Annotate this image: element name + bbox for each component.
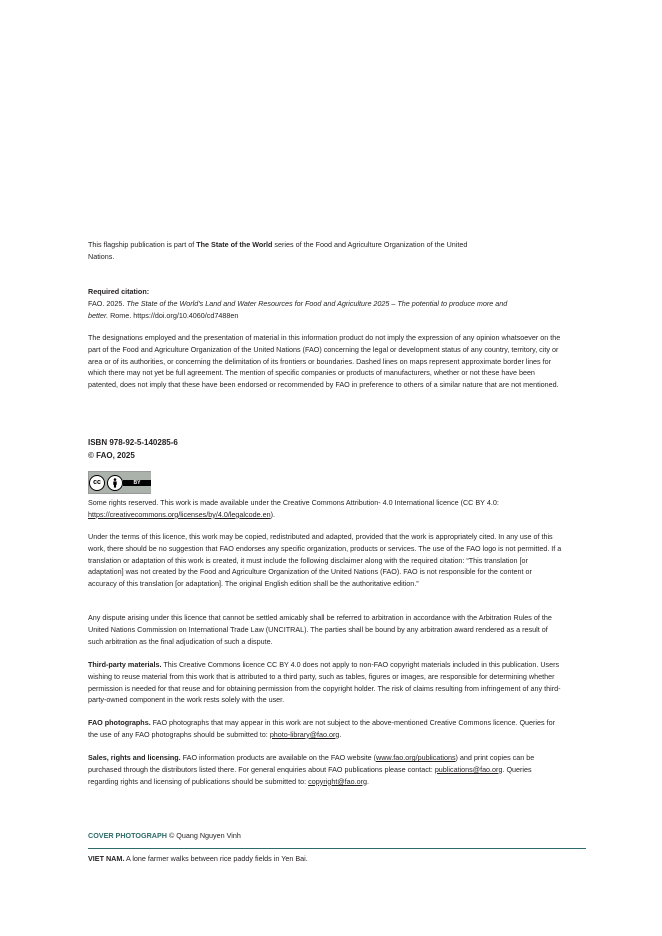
licence-terms <box>88 531 562 590</box>
person-icon <box>111 478 119 488</box>
divider <box>88 848 586 849</box>
cover-photo-credit <box>88 831 241 841</box>
third-party-label: Third-party materials. <box>88 660 162 669</box>
photo-library-email-link[interactable]: photo-library@fao.org <box>269 729 340 739</box>
by-label: BY <box>123 480 151 486</box>
cc-badge-right <box>123 472 151 493</box>
sales-end: . <box>367 776 369 786</box>
rights-end: ). <box>270 509 275 519</box>
cc-icon: cc <box>89 475 105 491</box>
license-link[interactable]: https://creativecommons.org/licenses/by/4.0/legalcode.en <box>88 509 271 519</box>
citation-doi: Rome. https://doi.org/10.4060/cd7488en <box>108 310 239 320</box>
citation-author: FAO. 2025. <box>88 298 127 308</box>
cc-by-license-badge[interactable] <box>88 471 151 494</box>
cc-badge-left <box>89 472 123 493</box>
sales-label: Sales, rights and licensing. <box>88 753 181 762</box>
caption-text: A lone farmer walks between rice paddy fields in Yen Bai. <box>124 854 308 863</box>
attribution-person-icon <box>107 475 123 491</box>
cover-caption <box>88 854 308 864</box>
third-party-text: This Creative Commons licence CC BY 4.0 does not apply to non-FAO copyright materials included in this publication. Users wishing to reuse material from this work that is attributed to a third party, such as tables, figures or images, are responsible for determining whether permission is needed for that reuse and for obtaining permission from the copyright holder. The risk of claims resulting from infringement of any third-party-owned component in the work rests solely with the user. <box>88 660 561 705</box>
terms-text: Under the terms of this licence, this work may be copied, redistributed and adapted, provided that the work is appropriately cited. In any use of this work, there should be no suggestion that FAO endorses any specific organization, products or services. The use of the FAO logo is not permitted. If a translation or adaptation of this work is created, it must include the following disclaimer along with the required citation: “This translation [or adaptation] was not created by the Food and Agriculture Organization of the United Nations (FAO). FAO is not responsible for the content or accuracy of this translation [or adaptation]. The original English edition shall be the authoritative edition.” <box>88 532 562 589</box>
photos-text: FAO photographs that may appear in this work are not subject to the above-mentioned Creative Commons licence. Queries for the use of any FAO photographs should be submitted to: <box>88 718 555 739</box>
sales-text-1: FAO information products are available on the FAO website ( <box>180 753 377 762</box>
sales-rights-licensing <box>88 752 562 787</box>
rights-statement <box>88 497 562 521</box>
citation-label: Required citation: <box>88 287 150 296</box>
fao-publications-link[interactable]: www.fao.org/publications <box>376 753 456 762</box>
sales-text-2: ) and print copies can be purchased through the distributors listed there. For general enquiries about FAO publications please contact: <box>88 753 535 774</box>
designations-disclaimer <box>88 332 562 391</box>
copyright: © FAO, 2025 <box>88 450 135 460</box>
sales-text-3: . Queries regarding rights and licensing of publications should be submitted to: <box>88 764 532 786</box>
required-citation <box>88 286 528 321</box>
photos-end: . <box>339 729 342 739</box>
dispute-clause <box>88 612 562 647</box>
series-statement <box>88 239 480 263</box>
series-text-end: series of the Food and Agriculture Organization of the United Nations. <box>88 240 468 261</box>
dispute-text: Any dispute arising under this licence that cannot be settled amicably shall be referred to arbitration in accordance with the Arbitration Rules of the United Nations Commission on International Trade Law (UNCITRAL). The parties shall be bound by any arbitration award rendered as a result of such arbitration as the final adjudication of such a dispute. <box>88 613 552 646</box>
copyright-email-link[interactable]: copyright@fao.org <box>308 776 367 786</box>
rights-text: Some rights reserved. This work is made available under the Creative Commons Attribution- 4.0 International licence (CC BY 4.0: <box>88 498 499 507</box>
publications-email-link[interactable]: publications@fao.org <box>434 764 503 774</box>
photos-label: FAO photographs. <box>88 718 151 727</box>
caption-place: VIET NAM. <box>88 854 125 863</box>
series-name: The State of the World <box>196 240 273 249</box>
cover-photo-credit-text: © Quang Nguyen Vinh <box>166 831 241 840</box>
third-party-materials <box>88 659 562 706</box>
designations-text: The designations employed and the presentation of material in this information product do not imply the expression of any opinion whatsoever on the part of the Food and Agriculture Organization of the United Nations (FAO) concerning the legal or development status of any country, territory, city or area or of its authorities, or concerning the delimitation of its frontiers or boundaries. Dashed lines on maps represent approximate border lines for which there may not yet be full agreement. The mention of specific companies or products of manufacturers, whether or not these have been patented, does not imply that these have been endorsed or recommended by FAO in preference to others of a similar nature that are not mentioned. <box>88 333 561 390</box>
isbn: ISBN 978-92-5-140285-6 <box>88 438 178 447</box>
cover-photo-label: COVER PHOTOGRAPH <box>88 831 167 840</box>
isbn-block <box>88 437 562 462</box>
citation-title: The State of the World's Land and Water Resources for Food and Agriculture 2025 – The potential to produce more and better. <box>88 298 508 320</box>
fao-photographs <box>88 717 562 741</box>
series-text: This flagship publication is part of <box>88 240 197 249</box>
